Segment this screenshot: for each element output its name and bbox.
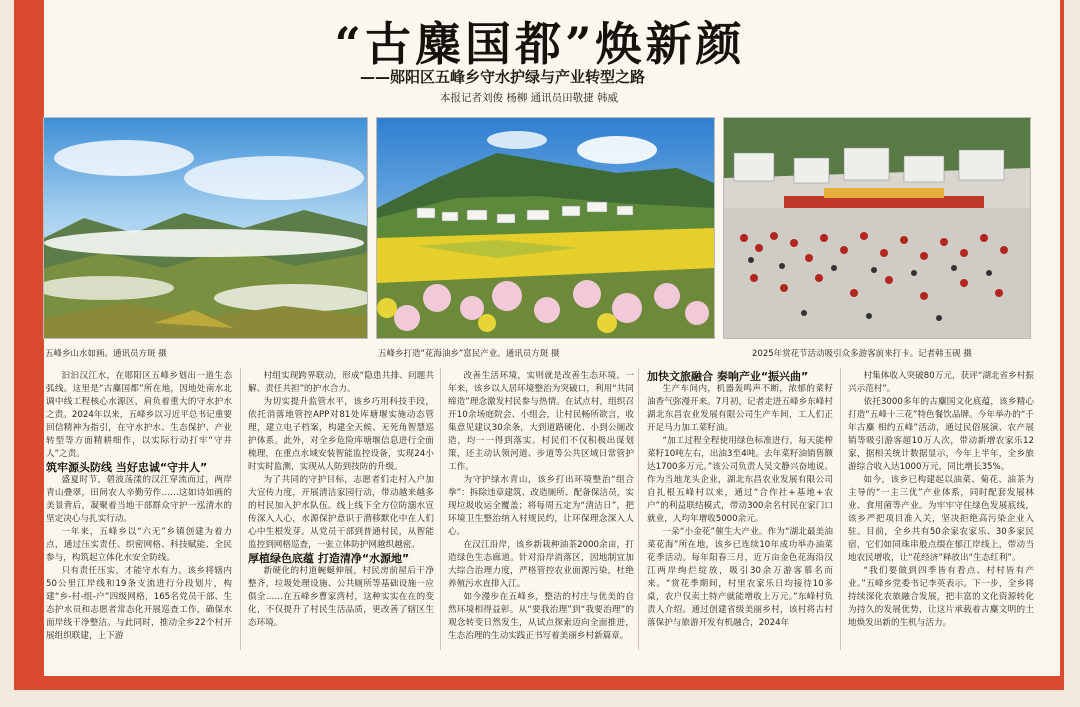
paragraph: 村组实现跨界联动，形成“隐患共排、问题共解、责任共担”的护水合力。	[248, 371, 434, 394]
paragraph: 村集体收入突破80万元，获评“湖北省乡村振兴示范村”。	[848, 371, 1034, 394]
text-column-1	[46, 370, 232, 650]
photo-flower-village	[376, 117, 715, 339]
section-heading: 加快文旅融合 奏响产业“振兴曲”	[647, 370, 809, 383]
paragraph: 为了共同的守护目标，志愿者们走村入户加大宣传力度，开展清洁家园行动，带动越来越多的村民加入护水队伍。线上线下全方位防溺水宣传深入人心，水源保护意识于潜移默化中在人们心中生根发芽。从党员干部到普通村民，从智能监控到网格巡查，一张立体防护网越织越密。	[248, 475, 434, 550]
text-column-3	[448, 370, 634, 650]
section-heading: 筑牢源头防线 当好忠诚“守井人”	[46, 461, 208, 474]
byline: 本报记者刘俊 杨柳 通讯员田敬捷 韩威	[440, 92, 619, 104]
column-divider	[638, 368, 639, 650]
paragraph: 汩汩汉江水，在郧阳区五峰乡划出一道生态弧线。这里是“古麋国都”所在地，因地处南水北调中线工程核心水源区，肩负着重大的守水护水之责。2024年以来，五峰乡以习近平总书记重要回信精神为指引，在守水护水、生态保护、产业转型等方面精耕细作，以实际行动打牢“守井人”之责。	[46, 371, 232, 459]
photo-caption-1: 五峰乡山水如画。通讯员方斑 摄	[45, 349, 167, 359]
paragraph: 盛夏时节，碧波荡漾的汉江穿流而过，两岸青山叠翠，田间农人辛勤劳作……这如诗如画的美景背后，凝聚着当地干部群众守护一泓清水的坚定决心与扎实行动。	[46, 475, 232, 524]
paragraph: 为切实提升监管水平，该乡巧用科技手段，依托消落地管控APP对81处库塘堰实施动态管理，建立电子档案，构建全天候、无死角智慧巡护体系。此外，对全乡危险库塘堰信息进行全面梳理，在重点水域安装智能监控设备，实现24小时实时监测，实现从人防到技防的升级。	[248, 397, 434, 472]
headline: “古麋国都”焕新颜	[334, 17, 746, 71]
column-divider	[440, 368, 441, 650]
paragraph: 如今漫步在五峰乡，整洁的村庄与优美的自然环境相得益彰。从“要我治理”到“我要治理”的观念转变日然发生，从试点探索迈向全面推进，生态治理的生动实践正书写着美丽乡村新篇章。	[448, 592, 634, 641]
photo-caption-3: 2025年赏花节活动吸引众多游客前来打卡。记者韩玉砚 摄	[752, 349, 972, 359]
paragraph: 一年来，五峰乡以“六无”乡镇创建为着力点，通过压实责任、织密网格、科技赋能、全民参与，构筑起立体化水安全防线。	[46, 527, 232, 563]
paragraph: 为守护绿水青山，该乡打出环境整治“组合拳”：拆除违章建筑、改造厕所、配备保洁员，实现垃圾收运全覆盖；将每周五定为“清洁日”，把环境卫生整治纳入村规民约，让环保理念深入人心。	[448, 475, 634, 537]
paragraph: “我们要做到四季皆有看点、村村皆有产业。”五峰乡党委书记李英表示。下一步，全乡将持续深化农旅融合发展，把丰富的文化资源转化为持久的发展优势，让这片承载着古麋文明的土地焕发出新的生机与活力。	[848, 566, 1034, 628]
section-heading: 厚植绿色底蕴 打造清净“水源地”	[248, 552, 410, 565]
text-column-5	[848, 370, 1034, 650]
paragraph: 生产车间内，机器轰鸣声不断，浓郁的菜籽油香气弥漫开来。7月初，记者走进五峰乡东峰村湖北东昌农业发展有限公司生产车间，工人们正开足马力加工菜籽油。	[647, 384, 833, 433]
photo-caption-2: 五峰乡打造“花海油乡”富民产业。通讯员方斑 摄	[378, 349, 560, 359]
subheadline: ——郧阳区五峰乡守水护绿与产业转型之路	[360, 68, 646, 86]
column-divider	[840, 368, 841, 650]
paragraph: 新硬化的村道蜿蜒伸展，村民房前屋后干净整齐，垃圾处理设施、公共厕所等基础设施一应俱全……在五峰乡曹家湾村，这种实实在在的变化，不仅提升了村民生活品质，更改善了辖区生态环境。	[248, 566, 434, 628]
paragraph: 依托3000多年的古麋国文化底蕴，该乡精心打造“五峰十三花”特色餐饮品牌。今年举办的“千年古麋 相约五峰”活动，通过民俗展演、农产展销等吸引游客超10万人次，带动新增农家乐12家，据相关统计数据显示，今年上半年，全乡旅游综合收入达1000万元，同比增长35%。	[848, 397, 1034, 472]
paragraph: 在汉江沿岸，该乡新栽种油茶2000余亩，打造绿色生态廊道。针对沿岸消落区，因地制宜加大综合治理力度，严格管控农业面源污染，杜绝养殖污水直排入江。	[448, 540, 634, 589]
column-divider	[240, 368, 241, 650]
text-column-2	[248, 370, 434, 650]
photo-festival-crowd	[723, 117, 1031, 339]
paragraph: 如今，该乡已构建起以油菜、菊花、油茶为主导的“一主三优”产业体系，同时配套发展林业、食用菌等产业。为牢牢守住绿色发展底线，该乡严把项目准入关，坚决拒绝高污染企业入驻。目前，全乡共有50余家农家乐、30多家民宿，它们如同珠串般点缀在郁江岸线上，带动当地农民增收，让“花经济”释放出“生态红利”。	[848, 475, 1034, 563]
text-column-4	[647, 370, 833, 650]
paragraph: 改善生活环境，实则就是改善生态环境。一年来，该乡以人居环境整治为突破口，利用“共同缔造”理念激发村民参与热情。在试点村，组织召开10余场庭院会、小组会，让村民畅所欲言，收集意见建议30余条，大到道路硬化、小到公厕改造，均一一得到落实。村民们不仅积极出谋划策，还主动认领河道、步道等公共区域日常管护工作。	[448, 371, 634, 472]
paragraph: 只有责任压实，才能守水有力。该乡将辖内50公里江岸线和19条支流进行分段划片，构建“乡-村-组-户”四级网格，165名党员干部、生态护水员和志愿者常态化开展巡查工作，确保水面岸线干净整洁。与此同时，推动全乡22个村开展组织联建，上下游	[46, 566, 232, 641]
photo-mountains-clouds	[43, 117, 368, 339]
paragraph: “加工过程全程使用绿色标准进行，每天能榨菜籽10吨左右，出油3至4吨。去年菜籽油销售额达1700多万元。”该公司负责人吴文静兴奋地说。作为当地龙头企业，湖北东昌农业发展有限公司自扎根五峰村以来，通过“合作社+基地+农户”的利益联结模式，带动300余名村民在家门口就业，人均年增收5000余元。	[647, 436, 833, 524]
paragraph: 一朵“小金花”催生大产业。作为“湖北最美油菜花海”所在地，该乡已连续10年成功举办油菜花季活动。每年阳春三月，近万亩金色花海沿汉江两岸绚烂绽放，吸引30余万游客慕名而来。“赏花季期间，村里农家乐日均接待10多桌，农户仅卖土特产就能增收上万元。”东峰村负责人介绍。通过创建省级美丽乡村，该村将古村落保护与旅游开发有机融合，2024年	[647, 527, 833, 628]
